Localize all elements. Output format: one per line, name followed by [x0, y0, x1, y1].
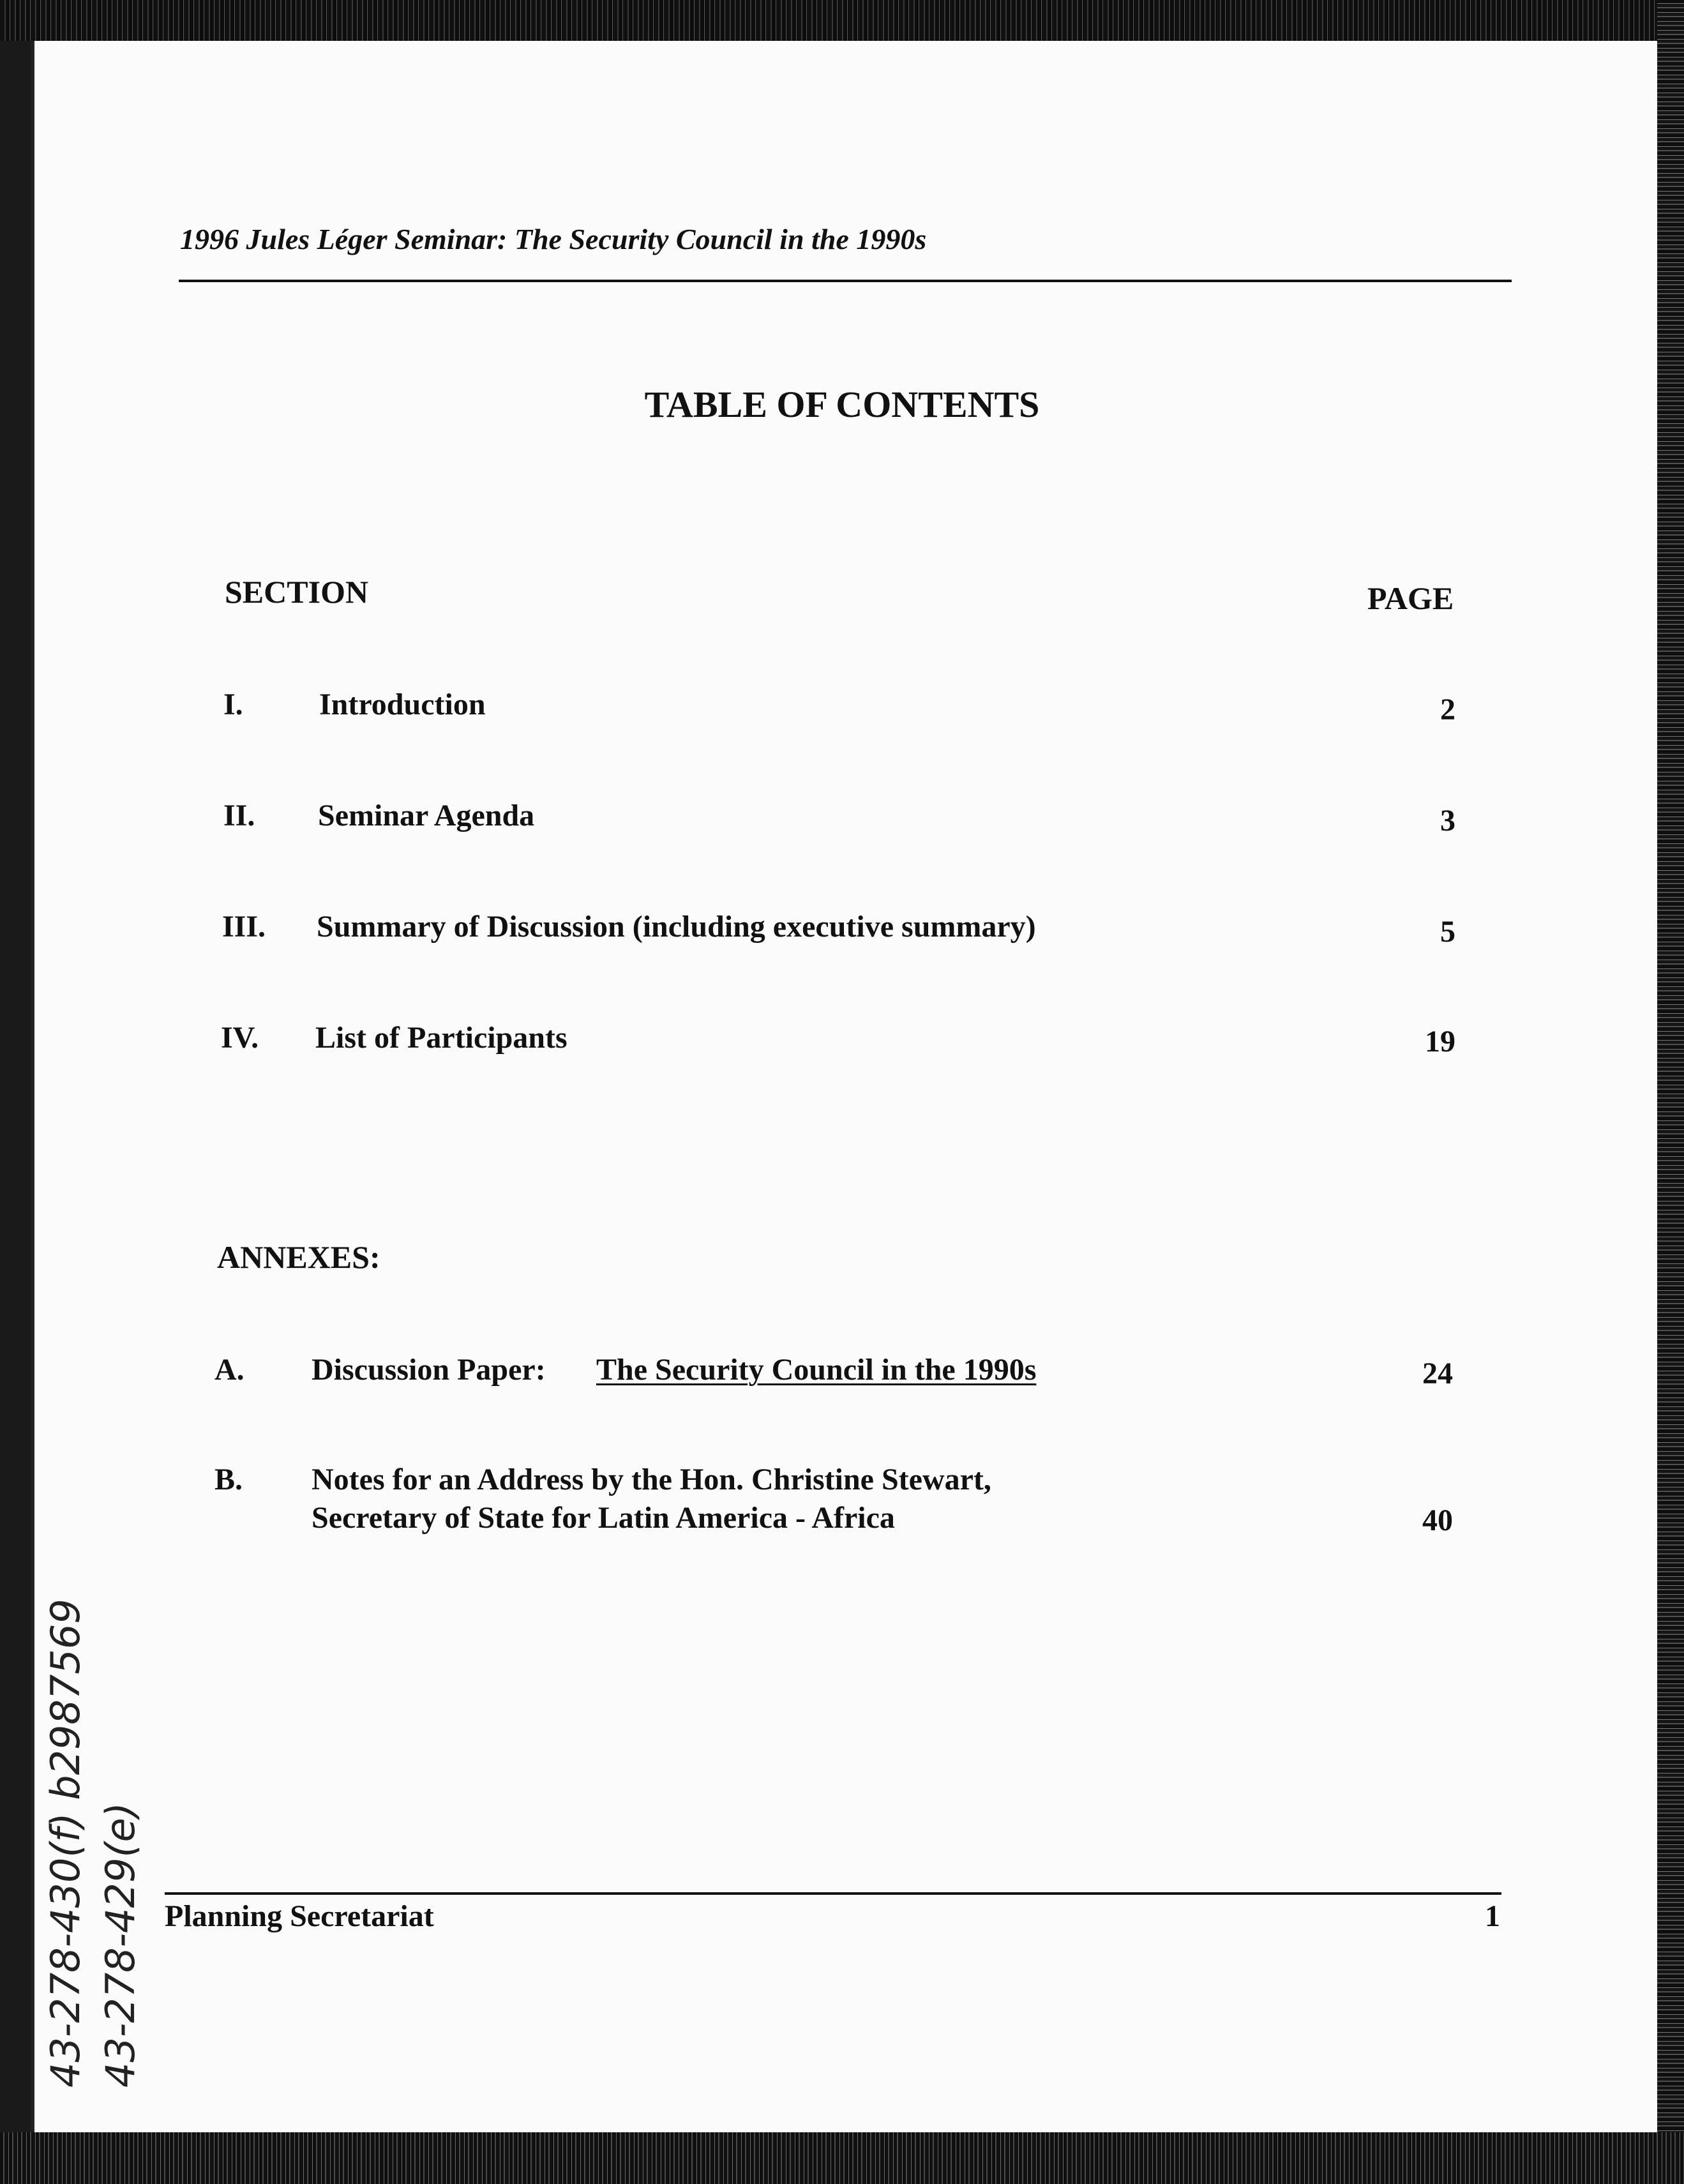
- section-number: III.: [222, 910, 266, 944]
- footer-organization: Planning Secretariat: [165, 1899, 434, 1933]
- handwritten-line: 43-278-430(f) b2987569: [42, 1599, 89, 2088]
- annex-a-prefix: Discussion Paper:: [312, 1353, 546, 1387]
- toc-entry-introduction: Introduction: [319, 688, 486, 721]
- annex-a-title: The Security Council in the 1990s: [596, 1353, 1037, 1387]
- handwritten-line: 43-278-429(e): [97, 1802, 144, 2088]
- page-column-heading: PAGE: [1367, 580, 1454, 616]
- running-title: 1996 Jules Léger Seminar: The Security Council in the 1990s: [180, 223, 927, 255]
- toc-page-number: 19: [1425, 1025, 1455, 1058]
- section-number: I.: [223, 688, 243, 721]
- toc-page-number: 2: [1440, 693, 1455, 727]
- handwritten-note: [38, 1599, 148, 2088]
- toc-page-number: 24: [1422, 1357, 1453, 1390]
- toc-page-number: 40: [1422, 1503, 1453, 1537]
- toc-page-number: 3: [1440, 804, 1455, 838]
- annex-b-line2: Secretary of State for Latin America - Africa: [312, 1501, 895, 1535]
- toc-page-number: 5: [1440, 915, 1455, 949]
- scan-border-bottom: [0, 2132, 1684, 2184]
- header-rule: [179, 280, 1512, 282]
- annex-letter: A.: [214, 1353, 244, 1387]
- toc-title: TABLE OF CONTENTS: [644, 384, 1040, 425]
- scan-border-right: [1657, 0, 1684, 2184]
- toc-entry-summary-of-discussion: Summary of Discussion (including executive summary): [317, 910, 1036, 944]
- footer-rule: [165, 1892, 1501, 1895]
- section-number: IV.: [221, 1021, 259, 1055]
- footer-page-number: 1: [1485, 1899, 1500, 1933]
- toc-entry-list-of-participants: List of Participants: [315, 1021, 568, 1055]
- annex-letter: B.: [214, 1463, 243, 1496]
- annex-b-line1: Notes for an Address by the Hon. Christine Stewart,: [312, 1463, 991, 1496]
- scan-border-left: [31, 41, 34, 2132]
- annexes-heading: ANNEXES:: [217, 1239, 380, 1275]
- document-page: [31, 41, 1657, 2132]
- toc-entry-seminar-agenda: Seminar Agenda: [318, 799, 535, 832]
- section-number: II.: [223, 799, 255, 832]
- scan-border-top: [0, 0, 1684, 41]
- section-column-heading: SECTION: [225, 574, 369, 610]
